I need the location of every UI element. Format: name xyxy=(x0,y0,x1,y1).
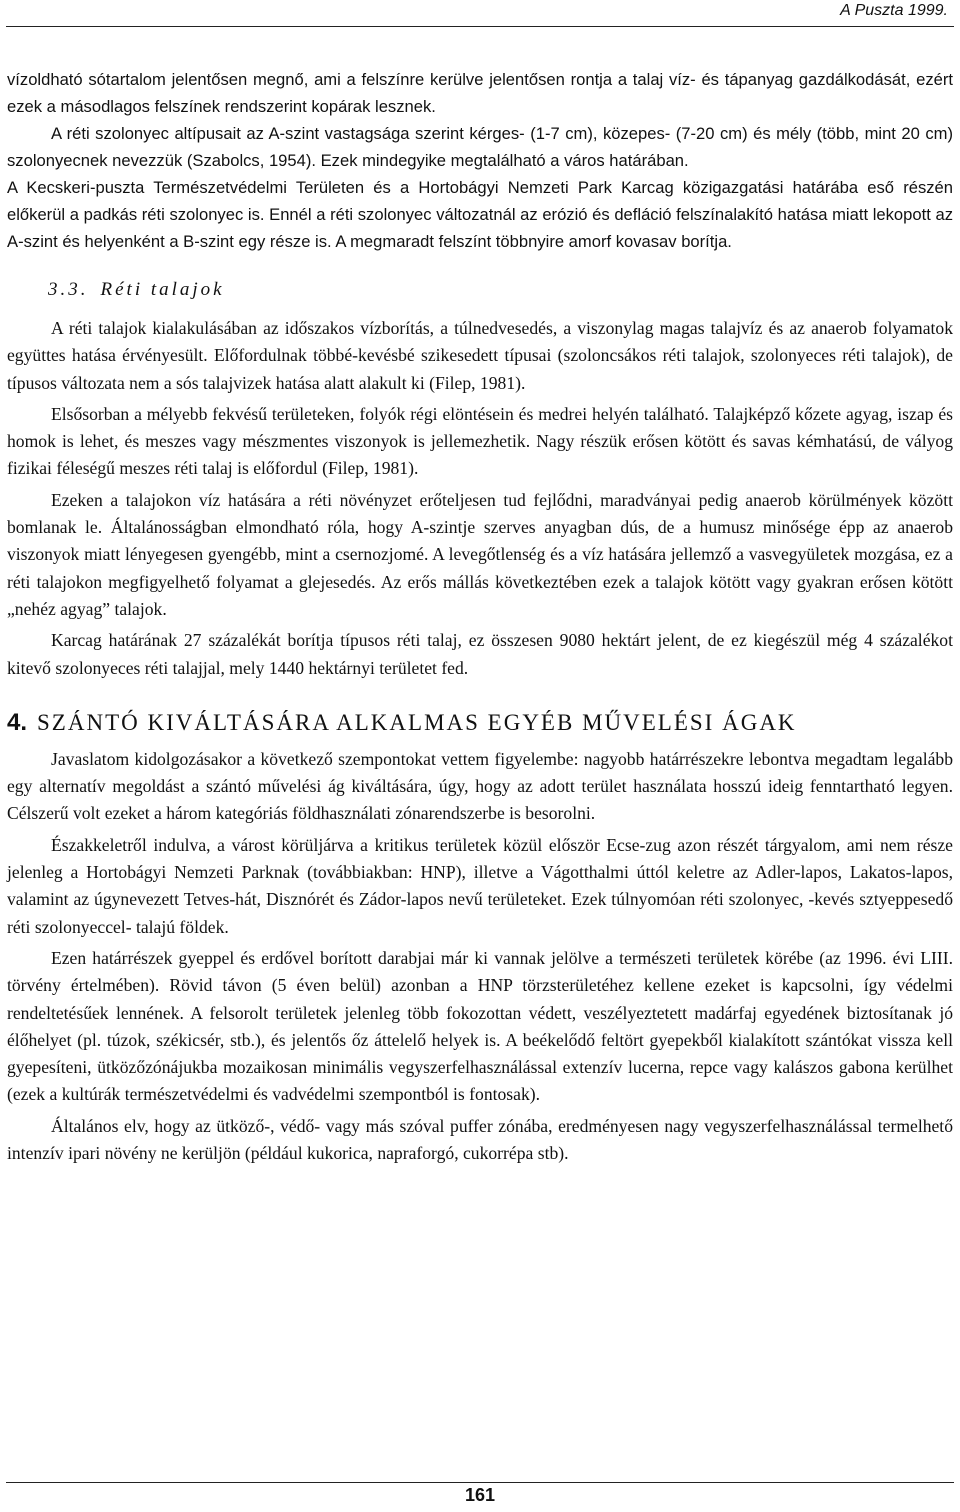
page-number: 161 xyxy=(464,1485,496,1505)
section-number: 3.3. xyxy=(48,279,89,300)
header-rule xyxy=(6,26,954,27)
paragraph: Elsősorban a mélyebb fekvésű területeken, folyók régi elöntésein és medrei helyén található. Talajképző kőzete agyag, iszap és homok is lehet, és meszes vagy mészmentes viszonyok is jellemezhetik. Nagy részük erősen kötött és savas kémhatású, de vályog fizikai féleségű meszes réti talaj is előfordul (Filep, 1981). xyxy=(7,403,953,479)
page-header xyxy=(0,0,960,30)
chapter-title: SZÁNTÓ KIVÁLTÁSÁRA ALKALMAS EGYÉB MŰVELÉSI ÁGAK xyxy=(37,709,797,735)
paragraph: Általános elv, hogy az ütköző-, védő- vagy más szóval puffer zónába, eredményesen nagy vegyszerfelhasználással termelhető intenzív ipari növény ne kerüljön (például kukorica, napraforgó, cukorrépa stb). xyxy=(7,1115,953,1164)
paragraph: Ezeken a talajokon víz hatására a réti növényzet erőteljesen tud fejlődni, maradványai pedig anaerob körülmények között bomlanak le. Általánosságban elmondható róla, hogy A-szintje szerves anyagban dús, de a humusz minősége épp az anaerob viszonyok miatt lényegesen gyengébb, mint a csernozjomé. A levegőtlenség és a víz hatására jellemző a vasvegyületek mozgása, ez a réti talajokon megfigyelhető folyamat a glejesedés. Az erős mállás következtében ezek a talajok kötött vagy gyakran erősen kötött „nehéz agyag” talajok. xyxy=(7,489,953,619)
chapter-heading xyxy=(7,708,953,738)
paragraph: Javaslatom kidolgozásakor a következő szempontokat vettem figyelembe: nagyobb határrészekre lebontva megadtam legalább egy alternatív megoldást a szántó művelési ág kiváltására, úgy, hogy az adott terület használata hosszú ideig fenntartható legyen. Célszerű volt ezeket a három kategóriás földhasználati zónarendszerbe is besorolni. xyxy=(7,748,953,824)
footer-rule xyxy=(6,1482,954,1483)
paragraph: vízoldható sótartalom jelentősen megnő, ami a felszínre kerülve jelentősen rontja a talaj víz- és tápanyag gazdálkodását, ezért ezek a másodlagos felszínek rendszerint kopárak lesznek. xyxy=(7,70,953,116)
chapter-number: 4. xyxy=(7,708,28,736)
paragraph: Északkeletről indulva, a várost körüljárva a kritikus területek közül először Ecse-zug azon részét tárgyalom, ami nem része jelenleg a Hortobágyi Nemzeti Parknak (továbbiakban: HNP), illetve a Vágotthalmi úttól keletre az Adler-lapos, Lakatos-lapos, valamint az úgynevezett Tetves-hát, Disznórét és Zádor-lapos nevű területeket. Ezek túlnyomóan réti szolonyec, -kevés sztyeppesedő réti szolonyeccel- talajú földek. xyxy=(7,834,953,937)
paragraph: Karcag határának 27 százalékát borítja típusos réti talaj, ez összesen 9080 hektárt jelent, de ez kiegészül még 4 százalékot kitevő szolonyeces réti talajjal, mely 1440 hektárnyi területet fed. xyxy=(7,630,953,678)
paragraph: A réti talajok kialakulásában az időszakos vízborítás, a túlnedvesedés, a viszonylag magas talajvíz és az anaerob folyamatok együttes hatása érvényesült. Előfordulnak többé-kevésbé szikesedett típusai (szoloncsákos réti talajok, szolonyeces réti talajok), de típusos változata nem a sós talajvizek hatása alatt alakult ki (Filep, 1981). xyxy=(7,318,953,393)
paragraph: A Kecskeri-puszta Természetvédelmi Területen és a Hortobágyi Nemzeti Park Karcag közigazgatási határába eső részén előkerül a padkás réti szolonyec is. Ennél a réti szolonyec változatnál az erózió és defláció felszínalakító hatása miatt lekopott az A-szint és helyenként a B-szint egy része is. A megmaradt felszínt többnyire amorf kovasav borítja. xyxy=(7,178,953,251)
section-title: Réti talajok xyxy=(100,279,225,300)
paragraph: A réti szolonyec altípusait az A-szint vastagsága szerint kérges- (1-7 cm), közepes- (7-20 cm) és mély (több, mint 20 cm) szolonyecnek nevezzük (Szabolcs, 1954). Ezek mindegyike megtalálható a város határában. xyxy=(7,124,953,170)
paragraph: Ezen határrészek gyeppel és erdővel borított darabjai már ki vannak jelölve a természeti területek körébe (az 1996. évi LIII. törvény értelmében). Rövid távon (5 éven belül) azonban a HNP törzsterületéhez kellene ezeket is kapcsolni, így védelmi rendeltetésűek lennének. A felsorolt területek jelenleg több fokozottan védett, veszélyeztetett madárfaj egyedének biztosítanak jó élőhelyet (pl. túzok, székicsér, stb.), és jelentős őz áttelelő helyek is. A beékelődő feltört gyepekből kialakított szántókat vissza kell gyepesíteni, ütközőzónájukba mozaikosan minimális vegyszerfelhasználással extenzív lucerna, repce vagy kalászos gabona kerülhet (ezek a kultúrák természetvédelmi és vadvédelmi szempontból is fontosak). xyxy=(7,947,953,1105)
section-heading xyxy=(48,278,953,302)
running-title: A Puszta 1999. xyxy=(840,2,948,19)
page-content xyxy=(7,66,953,1167)
